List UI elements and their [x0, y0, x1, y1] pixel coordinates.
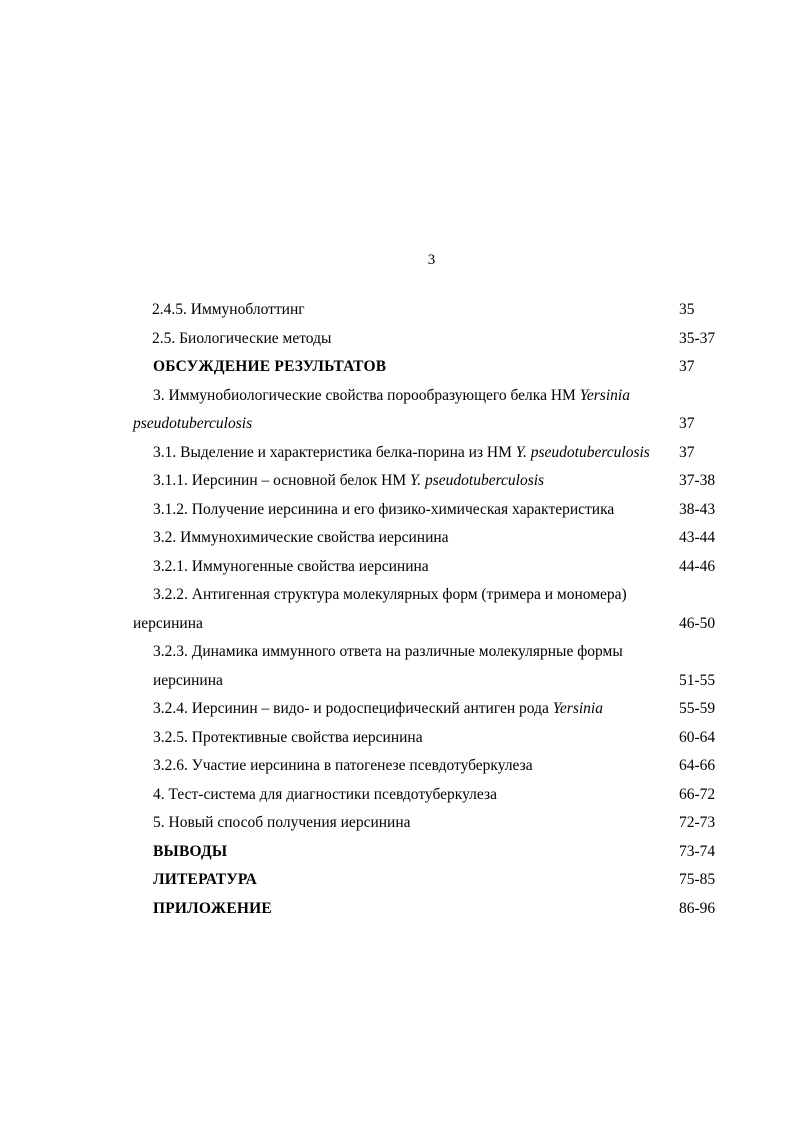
toc-entry-page: 60-64	[679, 728, 716, 746]
toc-entry	[0, 781, 793, 810]
toc-entry-page: 43-44	[679, 529, 716, 546]
toc-entry-title: 2.5. Биологические методы	[152, 329, 332, 347]
toc-entry-page: 73-74	[679, 842, 716, 860]
toc-heading	[0, 838, 793, 867]
toc-entry-page: 37	[679, 415, 695, 432]
toc-entry	[0, 581, 793, 610]
toc-entry-title: ВЫВОДЫ	[153, 842, 228, 860]
toc-entry	[0, 809, 793, 838]
toc-entry-page: 46-50	[679, 614, 716, 632]
toc-entry	[0, 496, 793, 525]
toc-entry	[0, 524, 793, 553]
toc-entry-title: 3.1. Выделение и характеристика белка-порина из НМ Y. pseudotuberculosis	[153, 443, 650, 461]
page-number: 3	[427, 252, 436, 268]
toc-entry-title: 2.4.5. Иммуноблоттинг	[152, 301, 305, 318]
toc-entry-title: 3. Иммунобиологические свойства порообразующего белка НМ Yersinia	[153, 386, 630, 404]
toc-entry-page: 55-59	[679, 700, 716, 717]
toc-entry-title: 4. Тест-система для диагностики псевдотуберкулеза	[153, 785, 497, 803]
toc-entry-continuation	[0, 610, 793, 639]
toc-entry	[0, 296, 793, 325]
toc-entry	[0, 638, 793, 667]
toc-entry-continuation	[0, 410, 793, 439]
toc-entry-title: 3.1.2. Получение иерсинина и его физико-химическая характеристика	[153, 500, 615, 518]
toc-entry-page: 37	[679, 443, 695, 461]
table-of-contents	[0, 296, 793, 923]
toc-heading	[0, 895, 793, 924]
toc-entry-title: pseudotuberculosis	[133, 415, 253, 432]
toc-entry-title: ПРИЛОЖЕНИЕ	[153, 899, 272, 917]
toc-entry-page: 37-38	[679, 472, 716, 489]
toc-entry	[0, 695, 793, 724]
toc-entry-title: 3.2.5. Протективные свойства иерсинина	[153, 728, 423, 746]
toc-entry-continuation	[0, 667, 793, 696]
toc-entry-title: ОБСУЖДЕНИЕ РЕЗУЛЬТАТОВ	[153, 358, 387, 375]
toc-entry	[0, 467, 793, 496]
toc-entry	[0, 752, 793, 781]
toc-entry-title: 3.2. Иммунохимические свойства иерсинина	[153, 529, 449, 546]
toc-entry-title: иерсинина	[133, 614, 203, 632]
toc-entry-page: 38-43	[679, 500, 716, 518]
toc-entry-title: иерсинина	[153, 671, 223, 689]
toc-entry-page: 37	[679, 358, 695, 375]
toc-entry-page: 64-66	[679, 757, 716, 774]
toc-entry	[0, 382, 793, 411]
toc-entry	[0, 553, 793, 582]
toc-entry-page: 66-72	[679, 785, 716, 803]
toc-entry-title: 3.2.3. Динамика иммунного ответа на различные молекулярные формы	[153, 643, 623, 660]
toc-entry-title: 3.1.1. Иерсинин – основной белок НМ Y. pseudotuberculosis	[153, 472, 545, 489]
toc-entry	[0, 325, 793, 354]
toc-entry-title: 5. Новый способ получения иерсинина	[153, 814, 411, 831]
toc-entry-page: 35	[679, 301, 695, 318]
toc-entry-page: 51-55	[679, 671, 716, 689]
toc-entry-page: 75-85	[679, 871, 716, 888]
toc-entry-page: 86-96	[679, 899, 716, 917]
toc-entry	[0, 724, 793, 753]
toc-entry-title: ЛИТЕРАТУРА	[153, 871, 257, 888]
toc-entry-title: 3.2.1. Иммуногенные свойства иерсинина	[153, 557, 429, 575]
toc-entry-title: 3.2.2. Антигенная структура молекулярных форм (тримера и мономера)	[153, 586, 627, 603]
toc-heading	[0, 353, 793, 382]
toc-entry	[0, 439, 793, 468]
toc-entry-page: 72-73	[679, 814, 716, 831]
toc-entry-page: 35-37	[679, 329, 716, 347]
toc-heading	[0, 866, 793, 895]
toc-entry-title: 3.2.4. Иерсинин – видо- и родоспецифический антиген рода Yersinia	[153, 700, 603, 717]
toc-entry-title: 3.2.6. Участие иерсинина в патогенезе псевдотуберкулеза	[153, 757, 533, 774]
toc-entry-page: 44-46	[679, 557, 716, 575]
